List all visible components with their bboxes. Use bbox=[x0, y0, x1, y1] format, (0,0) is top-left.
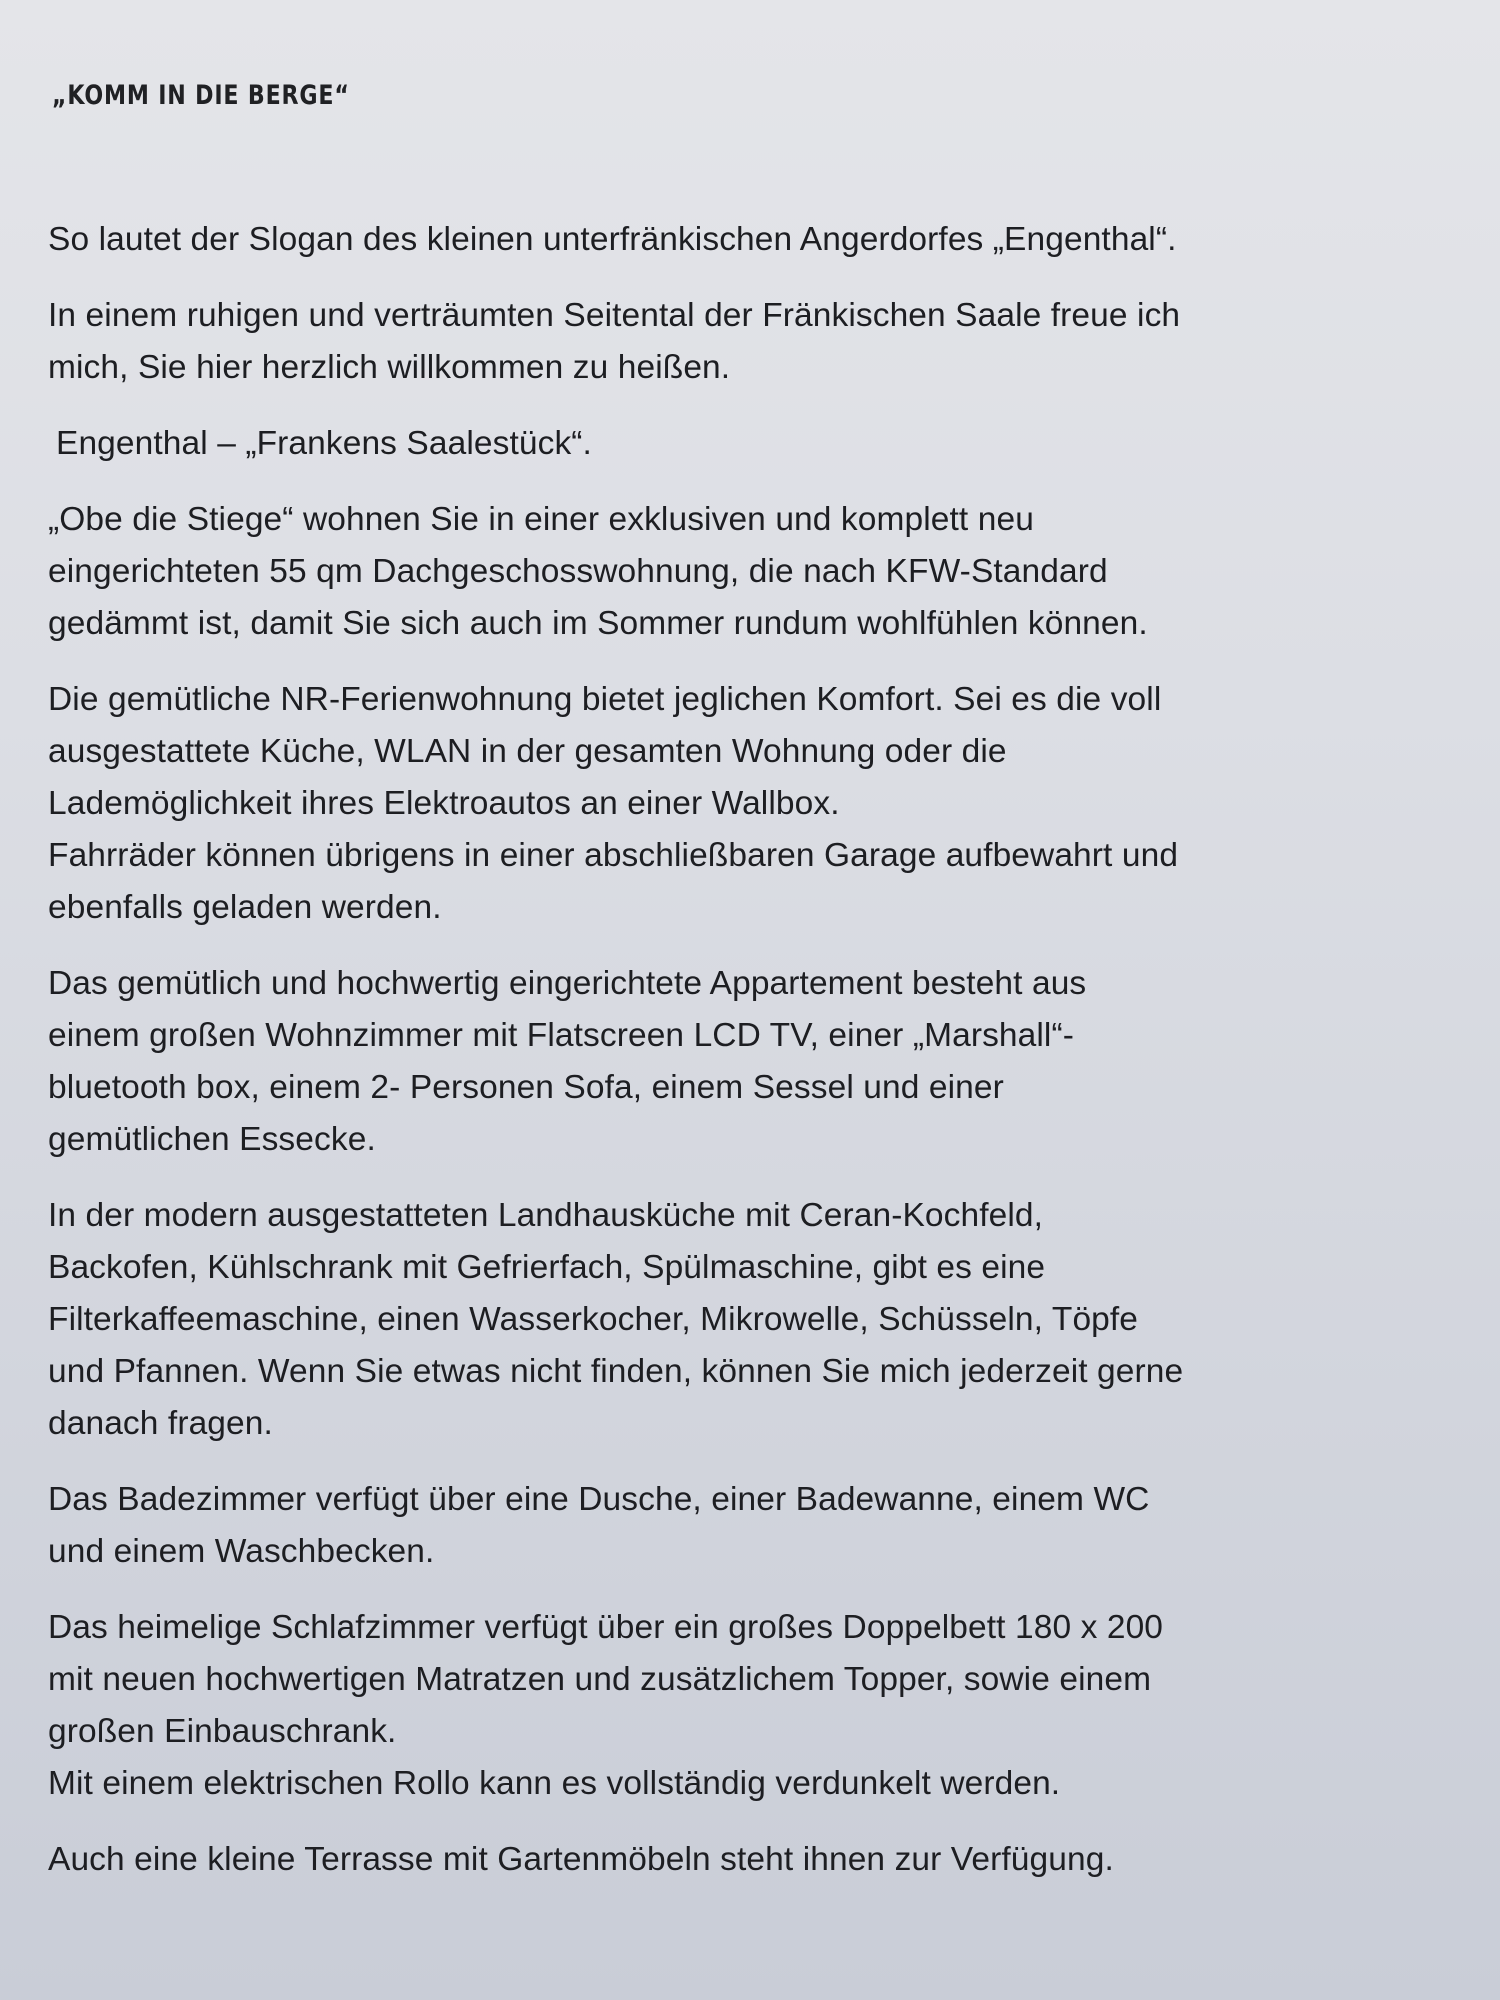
paragraph-line: Fahrräder können übrigens in einer abschließbaren Garage aufbewahrt und bbox=[48, 837, 1179, 874]
paragraph-line: Das heimelige Schlafzimmer verfügt über ein großes Doppelbett 180 x 200 bbox=[48, 1609, 1164, 1646]
paragraph-line: Auch eine kleine Terrasse mit Gartenmöbeln steht ihnen zur Verfügung. bbox=[48, 1841, 1114, 1878]
paragraph-terrace bbox=[48, 1834, 1428, 1886]
paragraph-line: eingerichteten 55 qm Dachgeschosswohnung, die nach KFW-Standard bbox=[48, 553, 1108, 590]
paragraph-line: Backofen, Kühlschrank mit Gefrierfach, Spülmaschine, gibt es eine bbox=[48, 1249, 1046, 1286]
paragraph-line: gedämmt ist, damit Sie sich auch im Sommer rundum wohlfühlen können. bbox=[48, 605, 1148, 642]
paragraph-line: Filterkaffeemaschine, einen Wasserkocher, Mikrowelle, Schüsseln, Töpfe bbox=[48, 1301, 1139, 1338]
paragraph-line: Das Badezimmer verfügt über eine Dusche, einer Badewanne, einem WC bbox=[48, 1481, 1150, 1518]
paragraph-line: Engenthal – „Frankens Saalestück“. bbox=[56, 425, 592, 462]
paragraph-tagline bbox=[48, 418, 1428, 470]
paragraph-line: Mit einem elektrischen Rollo kann es vollständig verdunkelt werden. bbox=[48, 1765, 1061, 1802]
paragraph-line: In der modern ausgestatteten Landhausküche mit Ceran-Kochfeld, bbox=[48, 1197, 1044, 1234]
paragraph-kitchen bbox=[48, 1190, 1428, 1450]
paragraph-welcome bbox=[48, 290, 1428, 394]
paragraph-living-room bbox=[48, 958, 1428, 1166]
paragraph-line: ebenfalls geladen werden. bbox=[48, 889, 442, 926]
paragraph-line: und einem Waschbecken. bbox=[48, 1533, 435, 1570]
paragraph-comfort bbox=[48, 674, 1428, 934]
paragraph-line: So lautet der Slogan des kleinen unterfränkischen Angerdorfes „Engenthal“. bbox=[48, 221, 1177, 258]
paragraph-bathroom bbox=[48, 1474, 1428, 1578]
paragraph-line: mit neuen hochwertigen Matratzen und zusätzlichem Topper, sowie einem bbox=[48, 1661, 1152, 1698]
document-title: „KOMM IN DIE BERGE“ bbox=[52, 80, 350, 111]
paragraph-bedroom bbox=[48, 1602, 1428, 1810]
paragraph-line: danach fragen. bbox=[48, 1405, 273, 1442]
paragraph-line: großen Einbauschrank. bbox=[48, 1713, 397, 1750]
paragraph-line: In einem ruhigen und verträumten Seitental der Fränkischen Saale freue ich bbox=[48, 297, 1181, 334]
document-body bbox=[48, 214, 1428, 1910]
paragraph-line: einem großen Wohnzimmer mit Flatscreen LCD TV, einer „Marshall“- bbox=[48, 1017, 1074, 1054]
paragraph-line: gemütlichen Essecke. bbox=[48, 1121, 376, 1158]
paragraph-line: Die gemütliche NR-Ferienwohnung bietet jeglichen Komfort. Sei es die voll bbox=[48, 681, 1162, 718]
paragraph-line: Das gemütlich und hochwertig eingerichtete Appartement besteht aus bbox=[48, 965, 1087, 1002]
paragraph-line: ausgestattete Küche, WLAN in der gesamten Wohnung oder die bbox=[48, 733, 1007, 770]
paragraph-line: mich, Sie hier herzlich willkommen zu heißen. bbox=[48, 349, 731, 386]
paragraph-line: Lademöglichkeit ihres Elektroautos an einer Wallbox. bbox=[48, 785, 840, 822]
paragraph-line: „Obe die Stiege“ wohnen Sie in einer exklusiven und komplett neu bbox=[48, 501, 1034, 538]
paragraph-line: und Pfannen. Wenn Sie etwas nicht finden, können Sie mich jederzeit gerne bbox=[48, 1353, 1184, 1390]
paragraph-slogan bbox=[48, 214, 1428, 266]
paragraph-line: bluetooth box, einem 2- Personen Sofa, einem Sessel und einer bbox=[48, 1069, 1004, 1106]
paragraph-apartment bbox=[48, 494, 1428, 650]
